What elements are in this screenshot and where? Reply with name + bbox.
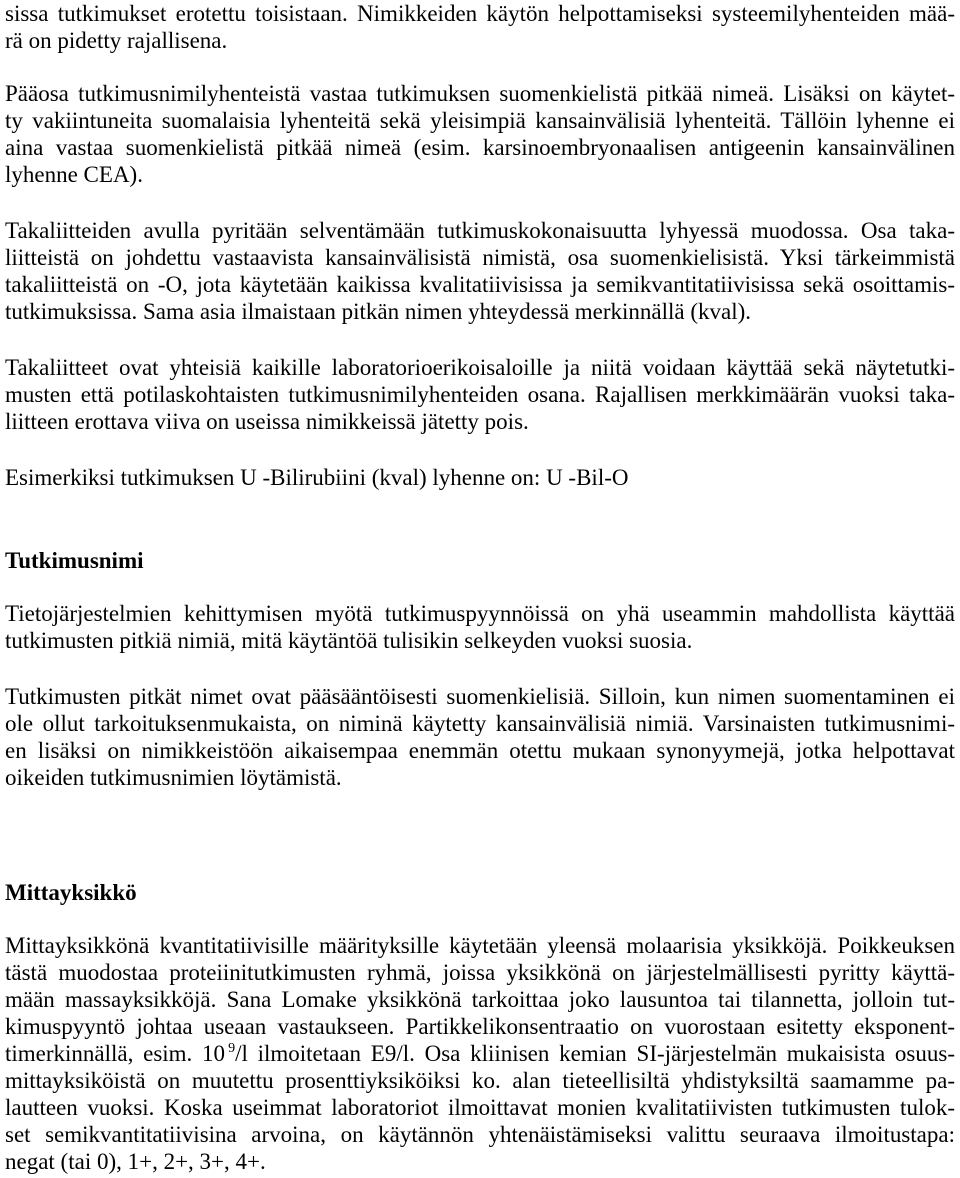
text-line: ole ollut tarkoituksenmukaista, on niminä käytetty kansainvälisiä nimiä. Varsinaisten tutkimusnimi-	[5, 711, 955, 736]
text-line: liitteistä on johdettu vastaavista kansainvälisistä nimistä, osa suomenkielisistä. Yksi tärkeimmistä	[5, 245, 955, 270]
paragraph-long-names	[5, 600, 955, 654]
text-line: ty vakiintuneita suomalaisia lyhenteitä sekä yleisimpiä kansainvälisiä lyhenteitä. Tällöin lyhenne ei	[5, 108, 955, 133]
text-segment: /l ilmoitetaan E9/l. Osa kliinisen kemian SI-järjestelmän mukaisista osuus-	[235, 1041, 955, 1066]
text-line: mittayksiköistä on muutettu prosenttiyksiköiksi ko. alan tieteellisiltä yhdistyksiltä saamamme pa-	[5, 1068, 955, 1093]
paragraph-shared-suffixes	[5, 354, 955, 435]
text-line: takaliitteistä on -O, jota käytetään kaikissa kvalitatiivisissa ja semikvantitatiivisissa sekä osoittamis-	[5, 272, 955, 297]
text-line-with-exponent	[5, 1040, 955, 1067]
text-line: Tietojärjestelmien kehittymisen myötä tutkimuspyynnöissä on yhä useammin mahdollista käyttää	[5, 601, 955, 626]
text-line: Tutkimusten pitkät nimet ovat pääsääntöisesti suomenkielisiä. Silloin, kun nimen suomentaminen ei	[5, 684, 955, 709]
text-line: aina vastaa suomenkielistä pitkää nimeä (esim. karsinoembryonaalisen antigeenin kansainvälinen	[5, 135, 955, 160]
text-line: Takaliitteet ovat yhteisiä kaikille laboratorioerikoisaloille ja niitä voidaan käyttää sekä näytetutki-	[5, 355, 955, 380]
heading-text: Tutkimusnimi	[5, 548, 144, 573]
text-line: tutkimuksissa. Sama asia ilmaistaan pitkän nimen yhteydessä merkinnällä (kval).	[5, 299, 752, 324]
heading-text: Mittayksikkö	[5, 880, 137, 905]
text-line: lautteen vuoksi. Koska useimmat laboratoriot ilmoittavat monien kvalitatiivisten tutkimusten tulok-	[5, 1095, 955, 1120]
text-line: Pääosa tutkimusnimilyhenteistä vastaa tutkimuksen suomenkielistä pitkää nimeä. Lisäksi on käytet-	[5, 81, 955, 106]
paragraph-finnish-names	[5, 683, 955, 791]
paragraph-abbreviations	[5, 80, 955, 188]
text-line: mään massayksikköjä. Sana Lomake yksikkönä tarkoittaa joko lausuntoa tai tilannetta, jolloin tut-	[5, 987, 955, 1012]
text-line: tästä muodostaa proteiinitutkimusten ryhmä, joissa yksikkönä on järjestelmällisesti pyritty käyttä-	[5, 960, 955, 985]
text-segment: timerkinnällä, esim. 10	[5, 1041, 226, 1066]
paragraph-intro-continuation	[5, 0, 955, 54]
paragraph-suffixes	[5, 217, 955, 325]
text-line: en lisäksi on nimikkeistöön aikaisempaa enemmän otettu mukaan synonyymejä, jotka helpottavat	[5, 738, 955, 763]
text-line: lyhenne CEA).	[5, 162, 143, 187]
text-line: oikeiden tutkimusnimien löytämistä.	[5, 765, 342, 790]
text-line: Esimerkiksi tutkimuksen U -Bilirubiini (kval) lyhenne on: U -Bil-O	[5, 465, 629, 490]
section-heading-mittayksikko	[5, 879, 955, 906]
paragraph-units	[5, 932, 955, 1175]
text-line: set semikvantitatiivisina arvoina, on käytännön yhtenäistämiseksi valittu seuraava ilmoitustapa:	[5, 1122, 955, 1147]
text-line: negat (tai 0), 1+, 2+, 3+, 4+.	[5, 1149, 266, 1174]
text-line: Takaliitteiden avulla pyritään selventämään tutkimuskokonaisuutta lyhyessä muodossa. Osa taka-	[5, 218, 955, 243]
paragraph-example	[5, 464, 955, 491]
section-heading-tutkimusnimi	[5, 547, 955, 574]
superscript-exponent: 9	[228, 1041, 236, 1056]
text-line: musten että potilaskohtaisten tutkimusnimilyhenteiden osana. Rajallisen merkkimäärän vuoksi taka-	[5, 382, 955, 407]
text-line: Mittayksikkönä kvantitatiivisille määrityksille käytetään yleensä molaarisia yksikköjä. Poikkeuksen	[5, 933, 955, 958]
text-line: liitteen erottava viiva on useissa nimikkeissä jätetty pois.	[5, 409, 529, 434]
text-line: rä on pidetty rajallisena.	[5, 28, 228, 53]
text-line: kimuspyyntö johtaa useaan vastaukseen. Partikkelikonsentraatio on vuorostaan esitetty eksponent-	[5, 1014, 955, 1039]
text-line: tutkimusten pitkiä nimiä, mitä käytäntöä tulisikin selkeyden vuoksi suosia.	[5, 628, 693, 653]
text-line: sissa tutkimukset erotettu toisistaan. Nimikkeiden käytön helpottamiseksi systeemilyhenteiden mää-	[5, 1, 955, 26]
